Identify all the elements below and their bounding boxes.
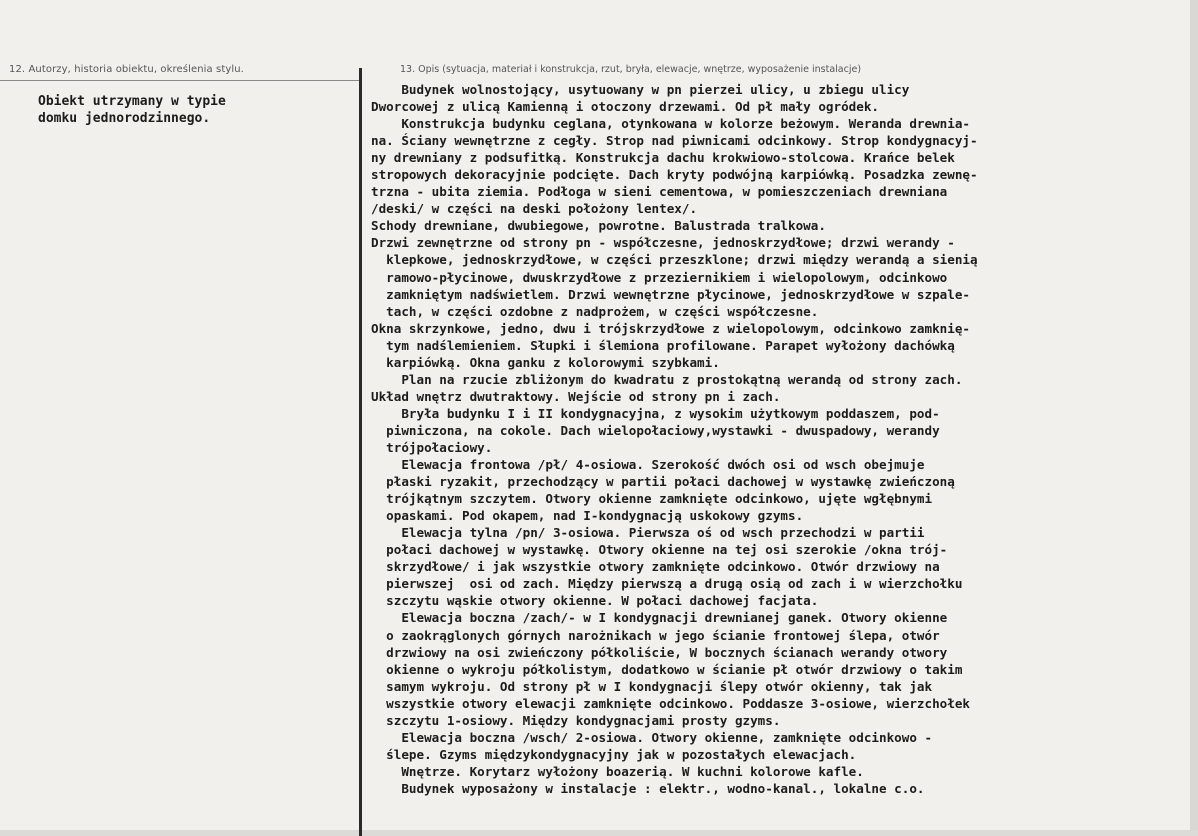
section-12-label: 12. Autorzy, historia obiektu, określenia stylu.: [9, 64, 244, 75]
section-13-label: 13. Opis (sytuacja, materiał i konstrukcja, rzut, bryła, elewacje, wnętrze, wyposażenie instalacje): [400, 64, 862, 75]
description-line: tym nadślemieniem. Słupki i ślemiona profilowane. Parapet wyłożony dachówką: [371, 337, 955, 353]
description-line: karpiówką. Okna ganku z kolorowymi szybkami.: [371, 354, 720, 370]
left-header-rule: [0, 80, 359, 81]
description-line: Bryła budynku I i II kondygnacyjna, z wysokim użytkowym poddaszem, pod-: [371, 405, 940, 421]
description-line: Dworcowej z ulicą Kamienną i otoczony drzewami. Od pł mały ogródek.: [371, 99, 879, 115]
description-line: zamkniętym nadświetlem. Drzwi wewnętrzne płycinowe, jednoskrzydłowe w szpale-: [371, 286, 970, 302]
description-line: ramowo-płycinowe, dwuskrzydłowe z przeziernikiem i wielopolowym, odcinkowo: [371, 269, 948, 285]
building-description: [371, 81, 1161, 797]
description-line: płaski ryzakit, przechodzący w partii połaci dachowej w wystawkę zwieńczoną: [371, 474, 955, 490]
description-line: szczytu wąskie otwory okienne. W połaci dachowej facjata.: [371, 593, 819, 609]
description-line: Układ wnętrz dwutraktowy. Wejście od strony pn i zach.: [371, 388, 781, 404]
description-line: pierwszej osi od zach. Między pierwszą a drugą osią od zach i w wierzchołku: [371, 576, 963, 592]
description-line: opaskami. Pod okapem, nad I-kondygnacją uskokowy gzyms.: [371, 508, 804, 524]
description-line: Elewacja boczna /zach/- w I kondygnacji drewnianej ganek. Otwory okienne: [371, 610, 948, 626]
style-line: domku jednorodzinnego.: [38, 111, 211, 126]
description-line: /deski/ w części na deski położony lentex/.: [371, 201, 698, 217]
description-line: klepkowe, jednoskrzydłowe, w części przeszklone; drzwi między werandą a sienią: [371, 252, 978, 268]
description-line: Konstrukcja budynku ceglana, otynkowana w kolorze beżowym. Weranda drewnia-: [371, 116, 970, 132]
description-line: Budynek wolnostojący, usytuowany w pn pierzei ulicy, u zbiegu ulicy: [371, 82, 910, 97]
description-line: szczytu 1-osiowy. Między kondygnacjami prosty gzyms.: [371, 712, 781, 728]
description-line: ślepe. Gzyms międzykondygnacyjny jak w pozostałych elewacjach.: [371, 746, 857, 762]
description-line: samym wykroju. Od strony pł w I kondygnacji ślepy otwór okienny, tak jak: [371, 678, 933, 694]
style-description: [38, 93, 338, 127]
column-divider: [359, 68, 362, 836]
description-line: trójpołaciowy.: [371, 439, 493, 455]
description-line: tach, w części ozdobne z nadprożem, w części współczesne.: [371, 303, 819, 319]
style-line: Obiekt utrzymany w typie: [38, 94, 226, 109]
description-line: Wnętrze. Korytarz wyłożony boazerią. W kuchni kolorowe kafle.: [371, 763, 864, 779]
description-line: trzna - ubita ziemia. Podłoga w sieni cementowa, w pomieszczeniach drewniana: [371, 184, 948, 200]
page-edge-right: [1190, 0, 1198, 836]
description-line: drzwiowy na osi zwieńczony półkoliście, W bocznych ścianach werandy otwory: [371, 644, 948, 660]
description-line: Okna skrzynkowe, jedno, dwu i trójskrzydłowe z wielopolowym, odcinkowo zamknię-: [371, 320, 970, 336]
description-line: okienne o wykroju półkolistym, dodatkowo w ścianie pł otwór drzwiowy o takim: [371, 661, 963, 677]
description-line: Elewacja boczna /wsch/ 2-osiowa. Otwory okienne, zamknięte odcinkowo -: [371, 729, 933, 745]
description-line: na. Ściany wewnętrzne z cegły. Strop nad piwnicami odcinkowy. Strop kondygnacyj-: [371, 133, 978, 149]
description-line: skrzydłowe/ i jak wszystkie otwory zamknięte odcinkowo. Otwór drzwiowy na: [371, 559, 940, 575]
description-line: Elewacja frontowa /pł/ 4-osiowa. Szerokość dwóch osi od wsch obejmuje: [371, 457, 925, 473]
description-line: Plan na rzucie zbliżonym do kwadratu z prostokątną werandą od strony zach.: [371, 371, 963, 387]
description-line: połaci dachowej w wystawkę. Otwory okienne na tej osi szerokie /okna trój-: [371, 542, 948, 558]
page-edge-bottom: [0, 830, 1198, 836]
description-line: stropowych dekoracyjnie podcięte. Dach kryty podwójną karpiówką. Posadzka zewnę-: [371, 167, 978, 183]
description-line: o zaokrąglonych górnych narożnikach w jego ścianie frontowej ślepa, otwór: [371, 627, 940, 643]
description-line: Schody drewniane, dwubiegowe, powrotne. Balustrada tralkowa.: [371, 218, 826, 234]
description-line: Budynek wyposażony w instalacje : elektr., wodno-kanal., lokalne c.o.: [371, 780, 925, 796]
description-line: Elewacja tylna /pn/ 3-osiowa. Pierwsza oś od wsch przechodzi w partii: [371, 525, 925, 541]
description-line: ny drewniany z podsufitką. Konstrukcja dachu krokwiowo-stolcowa. Krańce belek: [371, 150, 955, 166]
description-line: wszystkie otwory elewacji zamknięte odcinkowo. Poddasze 3-osiowe, wierzchołek: [371, 695, 970, 711]
description-line: trójkątnym szczytem. Otwory okienne zamknięte odcinkowo, ujęte wgłębnymi: [371, 491, 933, 507]
description-line: Drzwi zewnętrzne od strony pn - współczesne, jednoskrzydłowe; drzwi werandy -: [371, 235, 955, 251]
description-line: piwniczona, na cokole. Dach wielopołaciowy,wystawki - dwuspadowy, werandy: [371, 422, 940, 438]
